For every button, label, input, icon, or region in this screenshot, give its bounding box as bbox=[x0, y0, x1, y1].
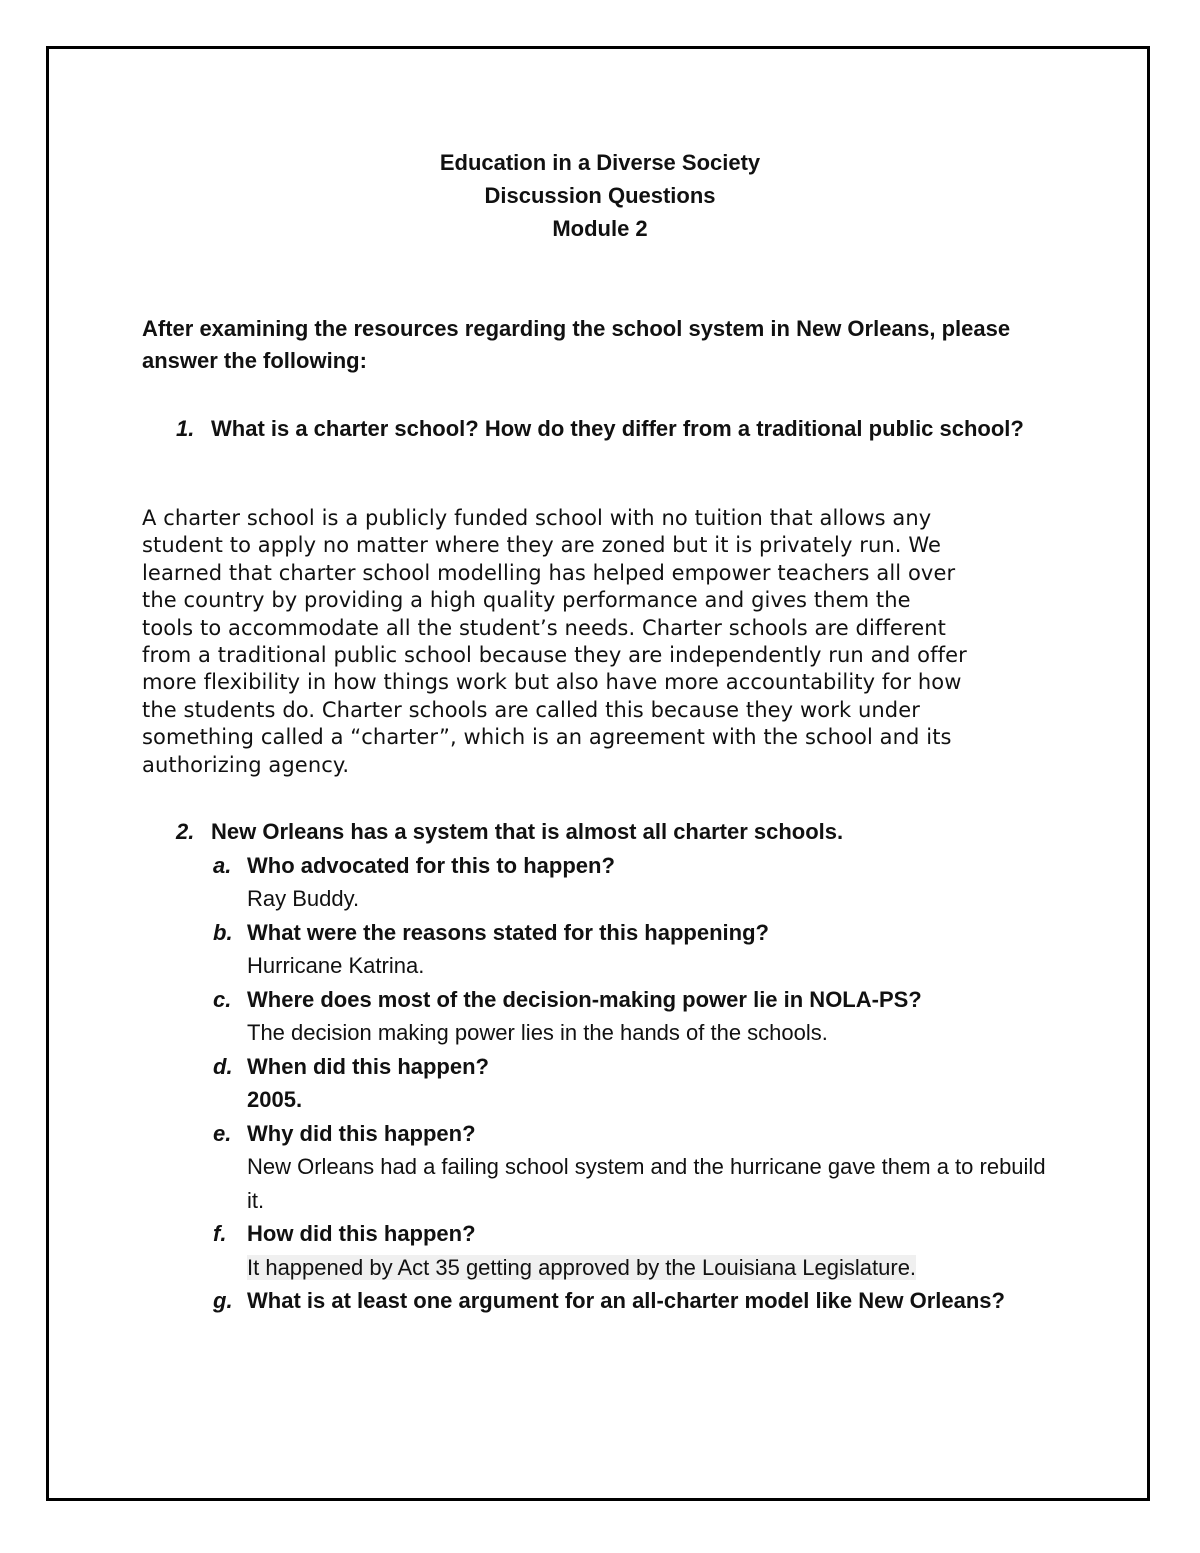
sub-letter: b. bbox=[213, 919, 233, 945]
sub-question-text: Where does most of the decision-making power lie in NOLA-PS? bbox=[247, 986, 922, 1012]
answer-line: the students do. Charter schools are called this because they work under bbox=[142, 697, 920, 722]
title-line-2: Discussion Questions bbox=[484, 183, 716, 208]
sub-answer-text: New Orleans had a failing school system and the hurricane gave them a to rebuild it. bbox=[247, 1154, 1046, 1213]
answer-line: A charter school is a publicly funded school with no tuition that allows any bbox=[142, 506, 932, 530]
sub-question-a bbox=[213, 849, 1076, 916]
sub-letter: f. bbox=[213, 1221, 227, 1246]
sub-letter: a. bbox=[213, 852, 232, 878]
answer-line: something called a “charter”, which is an agreement with the school and its bbox=[142, 725, 952, 750]
answer-line: the country by providing a high quality performance and gives them the bbox=[142, 588, 911, 613]
question-2-number: 2. bbox=[176, 819, 195, 844]
sub-question-text: Why did this happen? bbox=[247, 1120, 476, 1146]
answer-line: authorizing agency. bbox=[142, 752, 350, 777]
sub-letter: c. bbox=[213, 986, 232, 1012]
sub-question-b bbox=[213, 916, 1076, 983]
sub-answer-text: Ray Buddy. bbox=[247, 886, 360, 911]
sub-question-text: Who advocated for this to happen? bbox=[247, 852, 615, 878]
question-1-answer bbox=[142, 505, 1072, 779]
intro-instruction: After examining the resources regarding the school system in New Orleans, please answer the following: bbox=[142, 316, 1011, 373]
sub-question-text: When did this happen? bbox=[247, 1053, 489, 1079]
question-2 bbox=[176, 815, 1076, 1318]
answer-line: learned that charter school modelling has helped empower teachers all over bbox=[142, 560, 956, 585]
sub-answer-text: It happened by Act 35 getting approved by the Louisiana Legislature. bbox=[247, 1254, 917, 1280]
sub-question-c bbox=[213, 983, 1076, 1050]
sub-answer-text: Hurricane Katrina. bbox=[247, 953, 425, 978]
sub-answer-text: The decision making power lies in the hands of the schools. bbox=[247, 1020, 828, 1045]
sub-question-e bbox=[213, 1117, 1076, 1218]
title-line-1: Education in a Diverse Society bbox=[439, 150, 761, 175]
question-2-text: New Orleans has a system that is almost all charter schools. bbox=[211, 819, 844, 844]
sub-question-f bbox=[213, 1217, 1076, 1284]
sub-question-text: What is at least one argument for an all-charter model like New Orleans? bbox=[247, 1288, 1005, 1313]
sub-question-g bbox=[213, 1284, 1076, 1318]
answer-line: from a traditional public school because they are independently run and offer bbox=[142, 643, 967, 668]
answer-line: tools to accommodate all the student’s needs. Charter schools are different bbox=[142, 615, 946, 640]
question-1-number: 1. bbox=[176, 416, 195, 441]
title-line-3: Module 2 bbox=[552, 216, 648, 241]
question-1 bbox=[176, 413, 1046, 445]
answer-line: more flexibility in how things work but also have more accountability for how bbox=[142, 670, 962, 695]
sub-answer-text: 2005. bbox=[247, 1087, 303, 1112]
document-title bbox=[0, 146, 1200, 245]
sub-question-text: What were the reasons stated for this happening? bbox=[247, 919, 769, 945]
answer-line: student to apply no matter where they are zoned but it is privately run. We bbox=[142, 533, 941, 558]
sub-question-d bbox=[213, 1050, 1076, 1117]
sub-letter: e. bbox=[213, 1120, 232, 1146]
question-1-text: What is a charter school? How do they differ from a traditional public school? bbox=[211, 416, 1024, 441]
sub-letter: d. bbox=[213, 1053, 233, 1079]
sub-question-text: How did this happen? bbox=[247, 1221, 476, 1246]
sub-letter: g. bbox=[213, 1288, 233, 1313]
